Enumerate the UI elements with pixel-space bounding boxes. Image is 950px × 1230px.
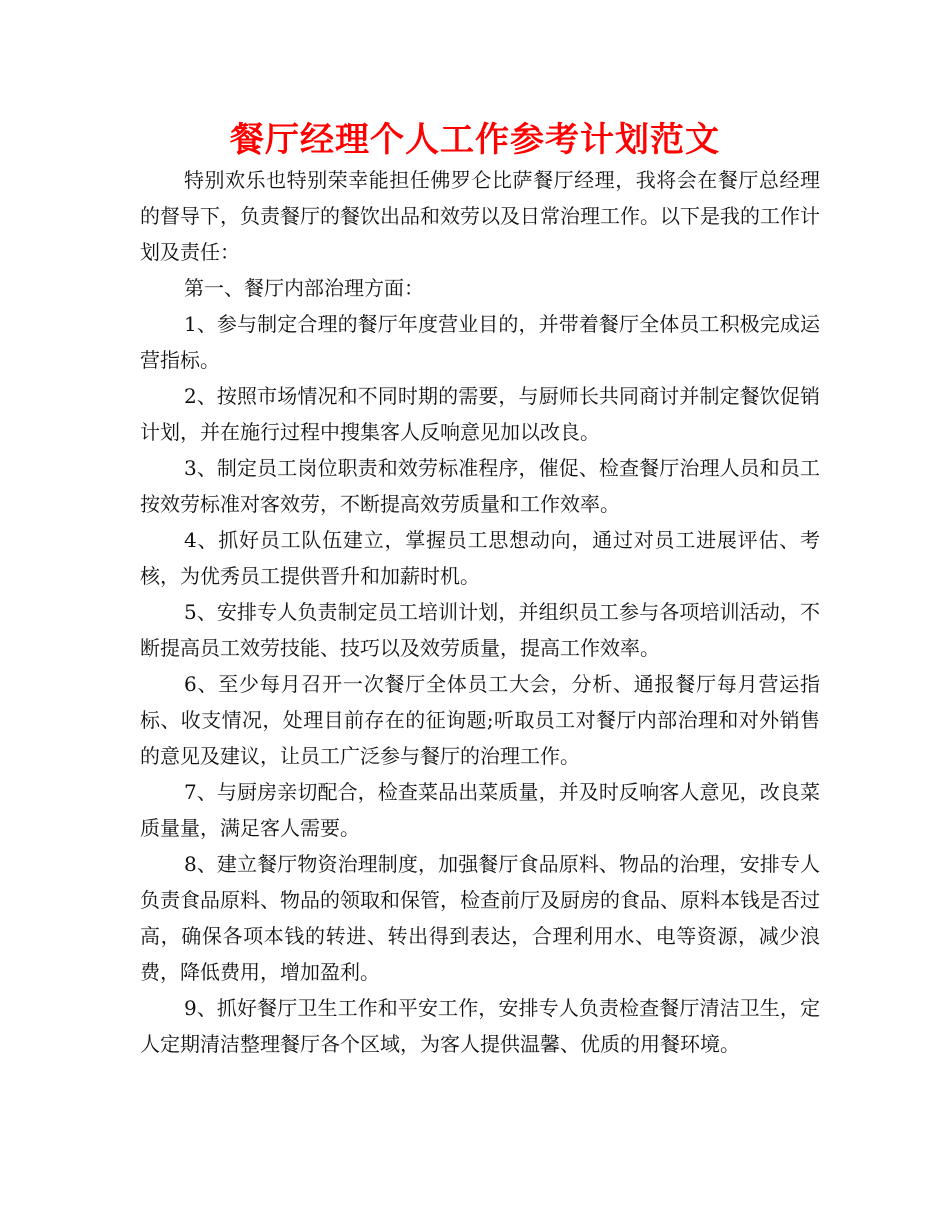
document-title: 餐厅经理个人工作参考计划范文: [230, 120, 720, 160]
list-item-9: 9、抓好餐厅卫生工作和平安工作，安排专人负责检查餐厅清洁卫生，定人定期清洁整理餐厅各个区域，为客人提供温馨、优质的用餐环境。: [140, 996, 820, 1056]
list-item-5: 5、安排专人负责制定员工培训计划，并组织员工参与各项培训活动，不断提高员工效劳技能、技巧以及效劳质量，提高工作效率。: [140, 600, 820, 660]
section-heading: 第一、餐厅内部治理方面：: [184, 276, 424, 300]
document-body: [140, 162, 820, 1062]
intro-paragraph: 特别欢乐也特别荣幸能担任佛罗仑比萨餐厅经理，我将会在餐厅总经理的督导下，负责餐厅的餐饮出品和效劳以及日常治理工作。以下是我的工作计划及责任：: [140, 168, 820, 264]
list-item-1: 1、参与制定合理的餐厅年度营业目的，并带着餐厅全体员工积极完成运营指标。: [140, 312, 820, 372]
list-item-6: 6、至少每月召开一次餐厅全体员工大会，分析、通报餐厅每月营运指标、收支情况，处理目前存在的征询题;听取员工对餐厅内部治理和对外销售的意见及建议，让员工广泛参与餐厅的治理工作。: [140, 672, 820, 768]
list-item-7: 7、与厨房亲切配合，检查菜品出菜质量，并及时反响客人意见，改良菜质量量，满足客人需要。: [140, 780, 820, 840]
list-item-8: 8、建立餐厅物资治理制度，加强餐厅食品原料、物品的治理，安排专人负责食品原料、物品的领取和保管，检查前厅及厨房的食品、原料本钱是否过高，确保各项本钱的转进、转出得到表达，合理利用水、电等资源，减少浪费，降低费用，增加盈利。: [140, 852, 820, 984]
list-item-3: 3、制定员工岗位职责和效劳标准程序，催促、检查餐厅治理人员和员工按效劳标准对客效劳，不断提高效劳质量和工作效率。: [140, 456, 820, 516]
list-item-2: 2、按照市场情况和不同时期的需要，与厨师长共同商讨并制定餐饮促销计划，并在施行过程中搜集客人反响意见加以改良。: [140, 384, 820, 444]
list-item-4: 4、抓好员工队伍建立，掌握员工思想动向，通过对员工进展评估、考核，为优秀员工提供晋升和加薪时机。: [140, 528, 820, 588]
